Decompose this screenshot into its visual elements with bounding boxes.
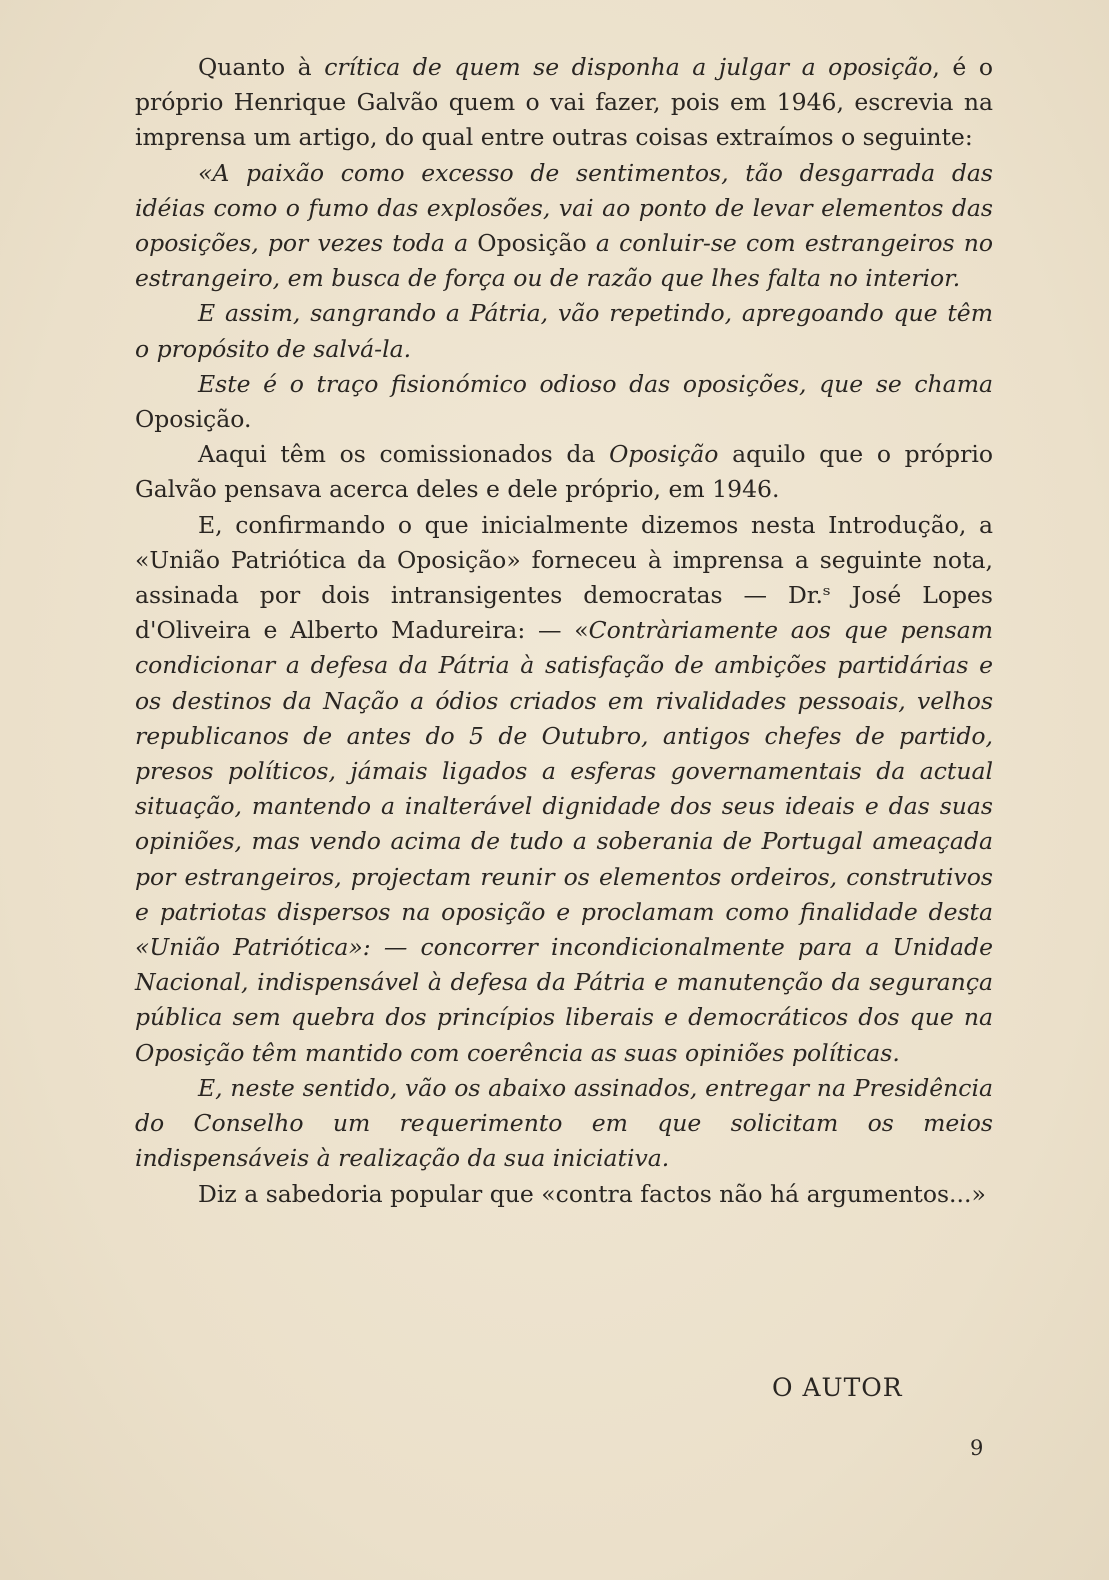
italic-text: Este é o traço fisionómico odioso das oposições, que se chama (198, 369, 993, 398)
roman-text: Oposição. (135, 405, 252, 434)
roman-text: Quanto à (198, 53, 325, 81)
body-text (135, 50, 993, 1212)
paragraph (135, 50, 993, 156)
italic-text: Oposição (609, 440, 719, 469)
roman-text: Diz a sabedoria popular que «contra factos não há argumentos...» (198, 1179, 986, 1208)
italic-text: crítica de quem se disponha a julgar a oposição (324, 53, 933, 81)
paragraph (135, 1071, 993, 1177)
roman-text: aquilo que o próprio Galvão pensava acerca deles e dele próprio, em 1946. (135, 440, 993, 504)
paragraph (135, 1177, 993, 1212)
roman-text: Oposição (477, 229, 587, 258)
italic-text: E, neste sentido, vão os abaixo assinados, entregar na Presidência do Conselho um requerimento em que solicitam os meios indispensáveis à realização da sua iniciativa. (135, 1073, 993, 1173)
paragraph (135, 367, 993, 437)
page-number: 9 (970, 1436, 984, 1460)
paragraph (135, 508, 993, 1071)
paragraph (135, 437, 993, 507)
roman-text: E, confirmando o que inicialmente dizemos nesta Introdução, a «União Patriótica da Oposição» forneceu à imprensa a seguinte nota, assinada por dois intransigentes democratas — Dr.ˢ José Lopes d'Oliveira e Alberto Madureira: — « (135, 510, 993, 645)
paragraph (135, 156, 993, 297)
italic-text: Contràriamente aos que pensam condicionar a defesa da Pátria à satisfação de ambições partidárias e os destinos da Nação a ódios criados em rivalidades pessoais, velhos republicanos de antes do 5 de Outubro, antigos chefes de partido, presos políticos, jámais ligados a esferas governamentais da actual situação, mantendo a inalterável dignidade dos seus ideais e das suas opiniões, mas vendo acima de tudo a soberania de Portugal ameaçada por estrangeiros, projectam reunir os elementos ordeiros, construtivos e patriotas dispersos na oposição e proclamam como finalidade desta «União Patriótica»: — concorrer incondicionalmente para a Unidade Nacional, indispensável à defesa da Pátria e manutenção da segurança pública sem quebra dos princípios liberais e democráticos dos que na Oposição têm mantido com coerência as suas opiniões políticas. (135, 616, 993, 1067)
roman-text: Aaqui têm os comissionados da (198, 440, 610, 469)
italic-text: «A paixão como excesso de sentimentos, tão desgarrada das idéias como o fumo das explosões, vai ao ponto de levar elementos das oposições, por vezes toda a (135, 158, 993, 258)
italic-text: a conluir-se com estrangeiros no estrangeiro, em busca de força ou de razão que lhes falta no interior. (135, 229, 994, 293)
paragraph (135, 296, 993, 366)
roman-text: , é o próprio Henrique Galvão quem o vai fazer, pois em 1946, escrevia na imprensa um artigo, do qual entre outras coisas extraímos o seguinte: (135, 53, 993, 152)
author-signature: O AUTOR (772, 1373, 903, 1402)
italic-text: E assim, sangrando a Pátria, vão repetindo, apregoando que têm o propósito de salvá-la. (135, 299, 993, 363)
